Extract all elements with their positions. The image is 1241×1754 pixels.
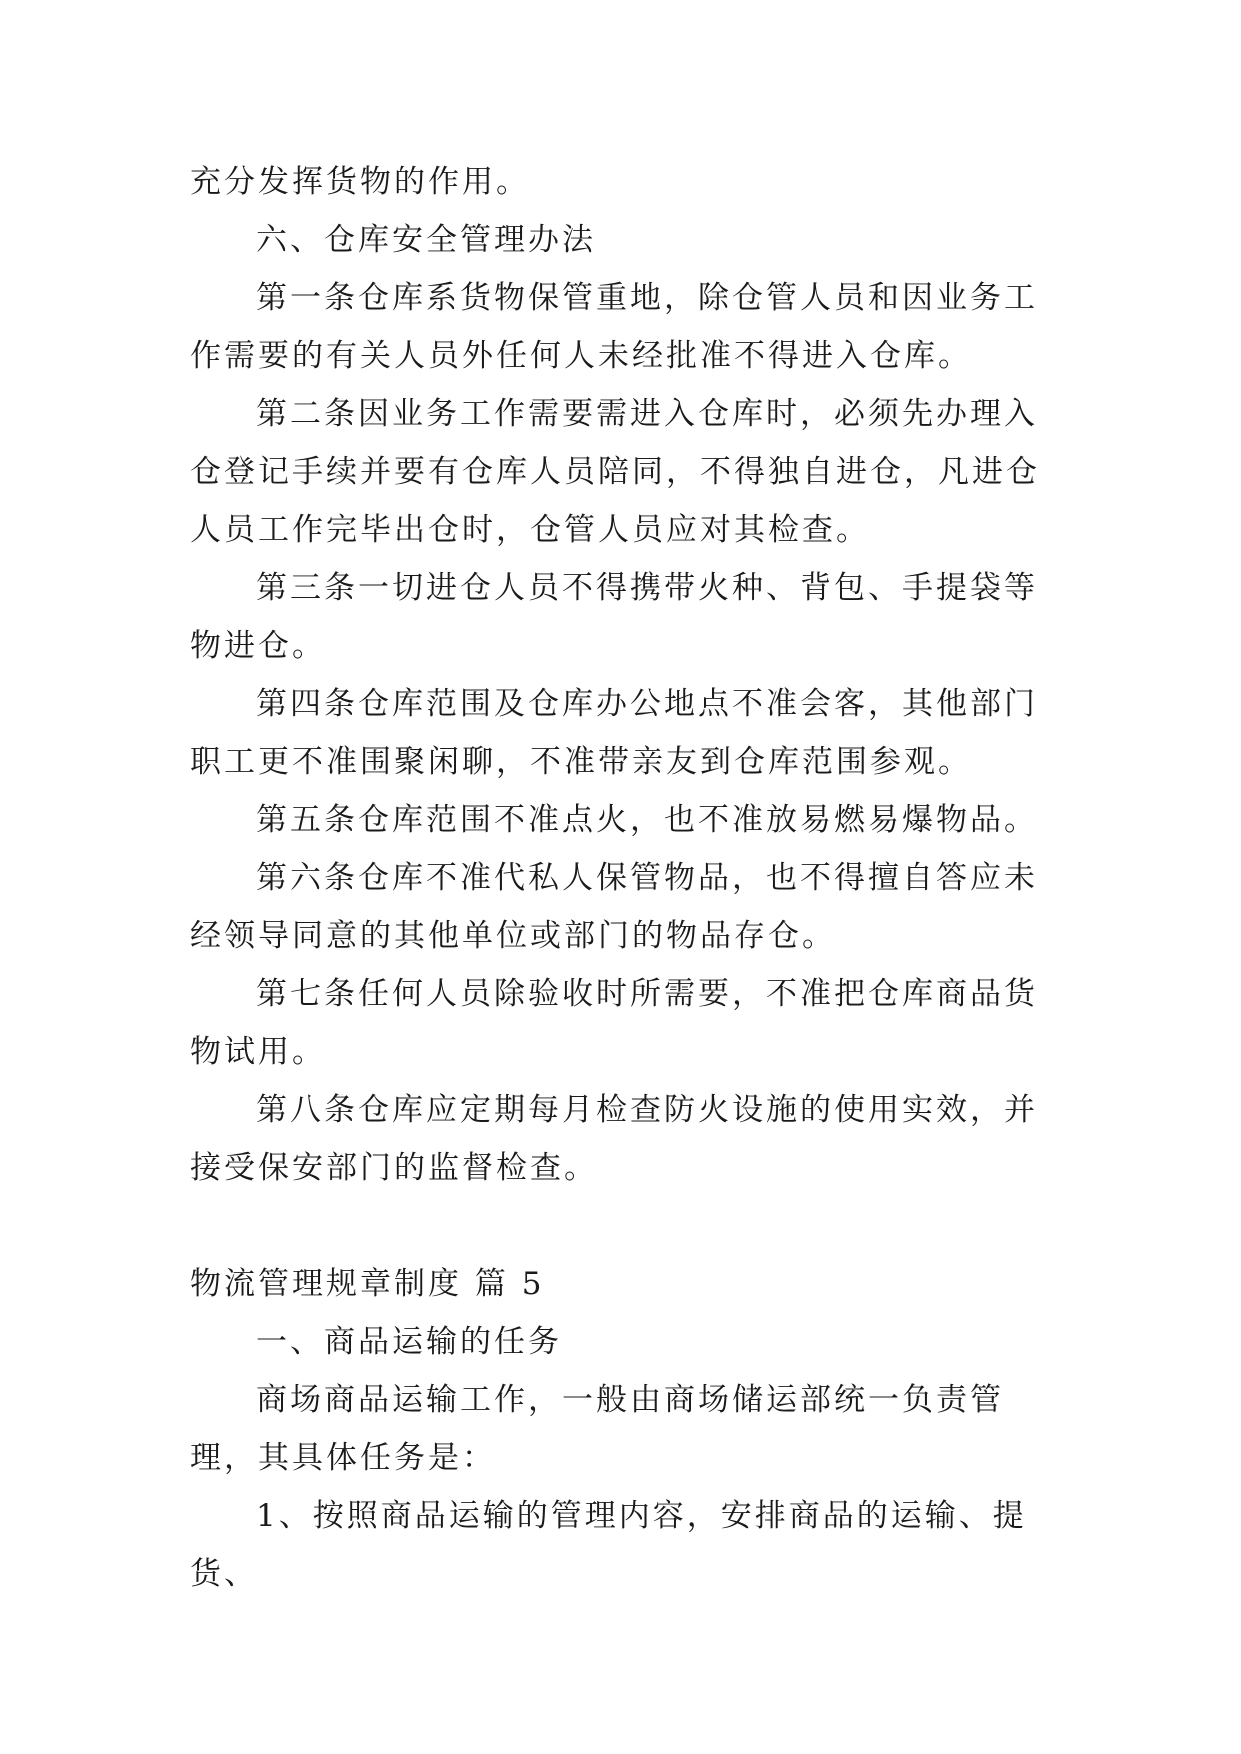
section-paragraph-transport-management: 商场商品运输工作，一般由商场储运部统一负责管理，其具体任务是： [190,1382,1004,1476]
section-list-item-1: 1、按照商品运输的管理内容，安排商品的运输、提货、 [190,1498,1027,1592]
article-7: 第七条任何人员除验收时所需要，不准把仓库商品货物试用。 [190,976,1038,1070]
heading-warehouse-safety: 六、仓库安全管理办法 [256,222,596,258]
article-1: 第一条仓库系货物保管重地，除仓管人员和因业务工作需要的有关人员外任何人未经批准不得进入仓库。 [190,280,1038,374]
article-2: 第二条因业务工作需要需进入仓库时，必须先办理入仓登记手续并要有仓库人员陪同，不得独自进仓，凡进仓人员工作完毕出仓时，仓管人员应对其检查。 [190,396,1040,548]
article-3: 第三条一切进仓人员不得携带火种、背包、手提袋等物进仓。 [190,570,1038,664]
section-title: 物流管理规章制度 篇 5 [190,1266,545,1302]
article-4: 第四条仓库范围及仓库办公地点不准会客，其他部门职工更不准围聚闲聊，不准带亲友到仓库范围参观。 [190,686,1038,780]
article-6: 第六条仓库不准代私人保管物品，也不得擅自答应未经领导同意的其他单位或部门的物品存仓。 [190,860,1038,954]
section-heading-transport-tasks: 一、商品运输的任务 [256,1324,562,1360]
paragraph-continuation: 充分发挥货物的作用。 [190,164,530,200]
article-5: 第五条仓库范围不准点火，也不准放易燃易爆物品。 [256,802,1038,838]
article-8: 第八条仓库应定期每月检查防火设施的使用实效，并接受保安部门的监督检查。 [190,1092,1038,1186]
